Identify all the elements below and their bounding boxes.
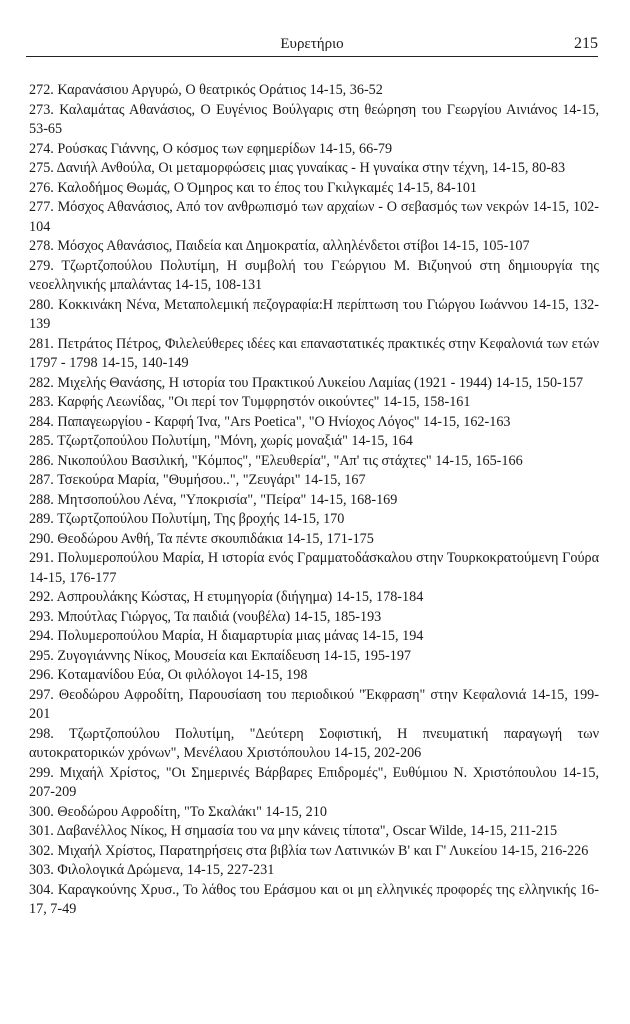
index-entry: 273. Καλαμάτας Αθανάσιος, Ο Ευγένιος Βούλγαρις στη θεώρηση του Γεωργίου Αινιάνος 14-15, 53-65 [29,101,599,137]
page-header [26,34,598,57]
index-entry: 294. Πολυμεροπούλου Μαρία, Η διαμαρτυρία μιας μάνας 14-15, 194 [29,628,424,644]
index-entry: 275. Δανιήλ Ανθούλα, Οι μεταμορφώσεις μιας γυναίκας - Η γυναίκα στην τέχνη, 14-15, 80-83 [29,160,566,176]
page-number: 215 [574,35,598,52]
index-entry: 300. Θεοδώρου Αφροδίτη, "Το Σκαλάκι" 14-15, 210 [29,803,327,820]
index-entry: 284. Παπαγεωργίου - Καρφή Ίνα, "Ars Poetica", "Ο Ηνίοχος Λόγος" 14-15, 162-163 [29,413,511,430]
index-entry: 302. Μιχαήλ Χρίστος, Παρατηρήσεις στα βιβλία των Λατινικών Β' και Γ' Λυκείου 14-15, 216-226 [29,842,589,859]
index-entry: 295. Ζυγογιάννης Νίκος, Μουσεία και Εκπαίδευση 14-15, 195-197 [29,647,412,664]
index-entry: 274. Ρούσκας Γιάννης, Ο κόσμος των εφημερίδων 14-15, 66-79 [29,140,393,157]
index-entry: 285. Τζωρτζοπούλου Πολυτίμη, "Μόνη, χωρίς μοναξιά" 14-15, 164 [29,433,413,449]
index-entry: 301. Δαβανέλλος Νίκος, Η σημασία του να μην κάνεις τίποτα", Oscar Wilde, 14-15, 211-215 [29,823,558,839]
index-entry: 289. Τζωρτζοπούλου Πολυτίμη, Της βροχής 14-15, 170 [29,511,345,527]
index-entry: 286. Νικοπούλου Βασιλική, "Κόμπος", "Ελευθερία", "Απ' τις στάχτες" 14-15, 165-166 [29,452,523,469]
index-entry: 280. Κοκκινάκη Νένα, Μεταπολεμική πεζογραφία:Η περίπτωση του Γιώργου Ιωάννου 14-15, 132-139 [29,296,599,332]
index-entry: 297. Θεοδώρου Αφροδίτη, Παρουσίαση του περιοδικού "Έκφραση" στην Κεφαλονιά 14-15, 199-201 [29,686,599,722]
index-entry: 287. Τσεκούρα Μαρία, "Θυμήσου..", "Ζευγάρι" 14-15, 167 [29,472,366,488]
index-entry: 283. Καρφής Λεωνίδας, "Οι περί τον Τυμφρηστόν οικούντες" 14-15, 158-161 [29,394,471,410]
index-entry: 298. Τζωρτζοπούλου Πολυτίμη, "Δεύτερη Σοφιστική, Η πνευματική παραγωγή των αυτοκρατορικών χρόνων", Μενέλαου Χριστόπουλου 14-15, 202-206 [29,725,599,761]
index-entry: 282. Μιχελής Θανάσης, Η ιστορία του Πρακτικού Λυκείου Λαμίας (1921 - 1944) 14-15, 150-157 [29,374,584,391]
index-entry: 296. Κοταμανίδου Εύα, Οι φιλόλογοι 14-15, 198 [29,667,308,683]
index-entry: 279. Τζωρτζοπούλου Πολυτίμη, Η συμβολή του Γεώργιου Μ. Βιζυηνού στη δημιουργία της νεοελληνικής μπαλάντας 14-15, 108-131 [29,257,599,293]
index-entry: 292. Ασπρουλάκης Κώστας, Η ετυμηγορία (διήγημα) 14-15, 178-184 [29,589,424,605]
index-entry: 293. Μπούτλας Γιώργος, Τα παιδιά (νουβέλα) 14-15, 185-193 [29,608,382,625]
index-entries [29,81,599,920]
index-entry: 290. Θεοδώρου Ανθή, Τα πέντε σκουπιδάκια 14-15, 171-175 [29,530,374,547]
index-entry: 303. Φιλολογικά Δρώμενα, 14-15, 227-231 [29,862,275,878]
index-entry: 291. Πολυμεροπούλου Μαρία, Η ιστορία ενός Γραμματοδάσκαλου στην Τουρκοκρατούμενη Γούρα 14-15, 176-177 [29,550,599,586]
index-entry: 281. Πετράτος Πέτρος, Φιλελεύθερες ιδέες και επαναστατικές πρακτικές στην Κεφαλονιά των ετών 1797 - 1798 14-15, 140-149 [29,335,599,371]
index-entry: 272. Καρανάσιου Αργυρώ, Ο θεατρικός Οράτιος 14-15, 36-52 [29,82,383,98]
index-entry: 304. Καραγκούνης Χρυσ., Το λάθος του Εράσμου και οι μη ελληνικές προφορές της ελληνικής 16-17, 7-49 [29,881,599,917]
running-title: Ευρετήριο [280,36,344,52]
index-entry: 278. Μόσχος Αθανάσιος, Παιδεία και Δημοκρατία, αλληλένδετοι στίβοι 14-15, 105-107 [29,238,530,254]
index-entry: 276. Καλοδήμος Θωμάς, Ο Όμηρος και το έπος του Γκιλγκαμές 14-15, 84-101 [29,179,478,196]
index-entry: 299. Μιχαήλ Χρίστος, "Οι Σημερινές Βάρβαρες Επιδρομές", Ευθύμιου Ν. Χριστόπουλου 14-15, 207-209 [29,764,599,800]
index-entry: 288. Μητσοπούλου Λένα, "Υποκρισία", "Πείρα" 14-15, 168-169 [29,491,398,508]
index-entry: 277. Μόσχος Αθανάσιος, Από τον ανθρωπισμό των αρχαίων - Ο σεβασμός των νεκρών 14-15, 102-104 [29,199,599,235]
